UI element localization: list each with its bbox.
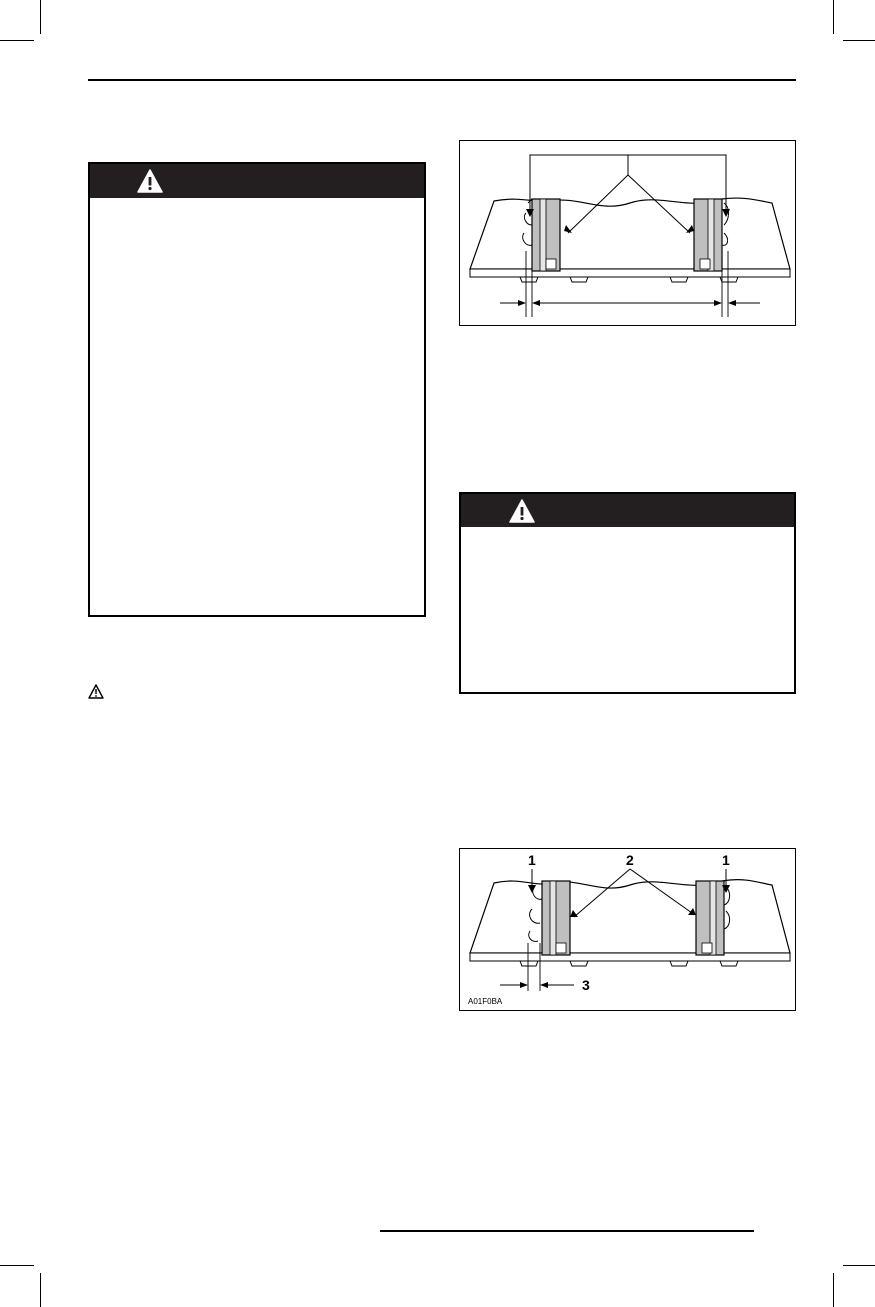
callout-2: 2 (626, 852, 634, 868)
track-rails-diagram (460, 141, 797, 327)
figure-id: A01F0BA (468, 997, 503, 1006)
crop-mark-top-right-h (843, 40, 875, 41)
warning-triangle-icon (509, 499, 535, 523)
crop-mark-top-left-v (40, 0, 41, 34)
callout-1-left: 1 (528, 852, 536, 868)
track-rails-diagram-labeled (460, 849, 797, 1012)
warning-box-left (88, 162, 426, 617)
figure-bottom (459, 848, 796, 1011)
figure-top (459, 140, 796, 326)
crop-mark-bottom-right-v (833, 1273, 834, 1307)
header-rule (88, 79, 796, 81)
crop-mark-top-right-v (833, 0, 834, 34)
warning-header (90, 164, 424, 198)
callout-1-right: 1 (722, 852, 730, 868)
warning-triangle-icon (137, 169, 163, 193)
small-warning-triangle-icon (88, 684, 104, 699)
warning-box-right (459, 492, 796, 694)
callout-3: 3 (582, 977, 590, 993)
footer-rule (380, 1230, 754, 1232)
warning-header (461, 494, 794, 527)
crop-mark-bottom-left-h (0, 1265, 34, 1266)
crop-mark-top-left-h (0, 40, 34, 41)
crop-mark-bottom-left-v (40, 1273, 41, 1307)
crop-mark-bottom-right-h (843, 1265, 875, 1266)
